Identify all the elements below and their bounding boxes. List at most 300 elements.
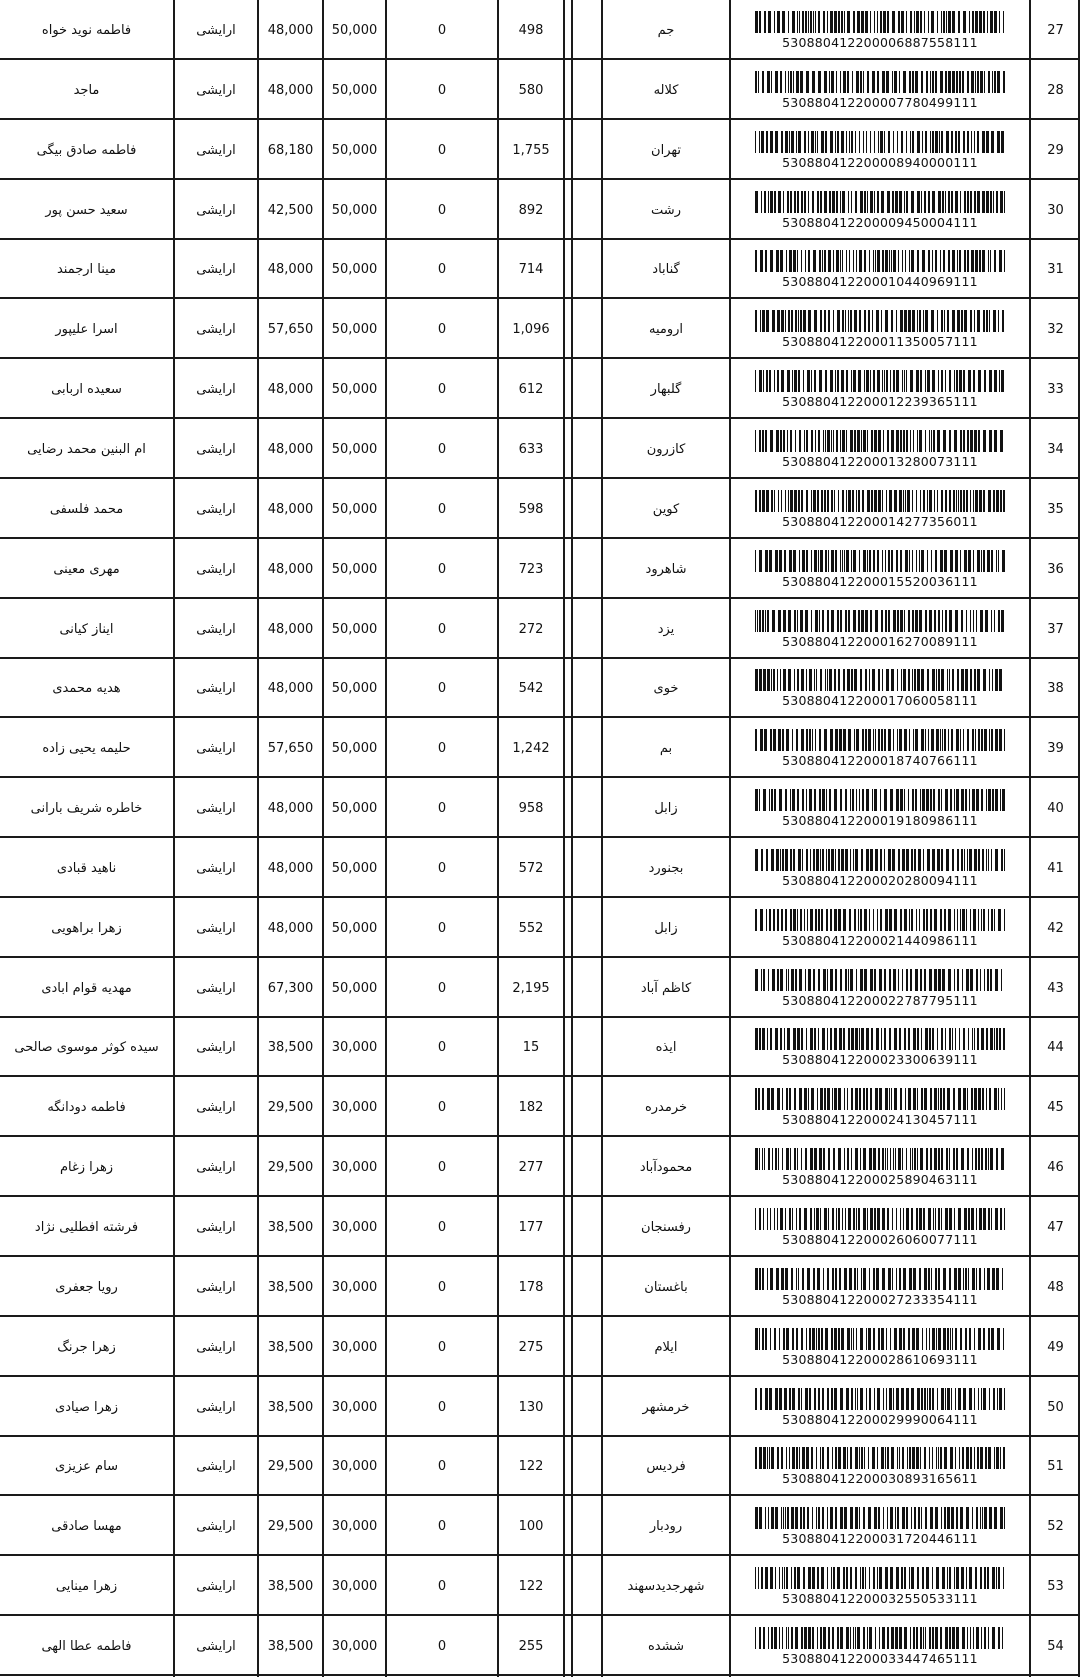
table-row — [0, 299, 1080, 359]
barcode-icon — [755, 1268, 1005, 1290]
row-index: 35 — [1047, 501, 1064, 517]
tracking-number: 530880412200021440986111 — [782, 932, 978, 948]
recipient-name: فاطمه صادق بیگی — [36, 142, 137, 158]
zero-cell: 0 — [437, 441, 447, 457]
count-cell: 100 — [518, 1518, 544, 1534]
amount-cell: 48,000 — [267, 920, 314, 936]
price-cell: 50,000 — [331, 82, 378, 98]
category-cell: ارایشی — [196, 1159, 236, 1175]
row-index: 29 — [1047, 142, 1064, 158]
zero-cell: 0 — [437, 621, 447, 637]
count-cell: 892 — [518, 202, 544, 218]
row-index: 49 — [1047, 1339, 1064, 1355]
column-divider — [173, 0, 175, 1677]
price-cell: 30,000 — [331, 1099, 378, 1115]
barcode-cell — [731, 1257, 1029, 1317]
amount-cell: 48,000 — [267, 501, 314, 517]
amount-cell: 48,000 — [267, 860, 314, 876]
price-cell: 50,000 — [331, 22, 378, 38]
barcode-icon — [755, 11, 1005, 33]
count-cell: 130 — [518, 1399, 544, 1415]
city-cell: زابل — [654, 800, 678, 816]
count-cell: 1,755 — [512, 142, 550, 158]
barcode-cell — [731, 479, 1029, 539]
city-cell: محمودآباد — [639, 1159, 693, 1175]
recipient-name: زهرا زغام — [59, 1159, 114, 1175]
tracking-number: 530880412200020280094111 — [782, 872, 978, 888]
barcode-icon — [755, 490, 1005, 512]
barcode-cell — [731, 239, 1029, 299]
zero-cell: 0 — [437, 202, 447, 218]
city-cell: فردیس — [646, 1458, 686, 1474]
barcode-icon — [755, 71, 1005, 93]
recipient-name: سعید حسن پور — [45, 202, 128, 218]
recipient-name: فاطمه عطا الهی — [41, 1638, 132, 1654]
city-cell: کلاله — [653, 82, 679, 98]
tracking-number: 530880412200006887558111 — [782, 34, 978, 50]
count-cell: 1,096 — [512, 321, 550, 337]
barcode-cell — [731, 599, 1029, 659]
row-index: 37 — [1047, 621, 1064, 637]
count-cell: 122 — [518, 1458, 544, 1474]
amount-cell: 42,500 — [267, 202, 314, 218]
row-index: 46 — [1047, 1159, 1064, 1175]
zero-cell: 0 — [437, 920, 447, 936]
barcode-icon — [755, 1388, 1005, 1410]
zero-cell: 0 — [437, 1458, 447, 1474]
category-cell: ارایشی — [196, 1219, 236, 1235]
table-row — [0, 1197, 1080, 1257]
row-index: 45 — [1047, 1099, 1064, 1115]
row-index: 52 — [1047, 1518, 1064, 1534]
tracking-number: 530880412200017060058111 — [782, 692, 978, 708]
count-cell: 2,195 — [512, 980, 550, 996]
category-cell: ارایشی — [196, 142, 236, 158]
price-cell: 50,000 — [331, 142, 378, 158]
amount-cell: 68,180 — [267, 142, 314, 158]
barcode-icon — [755, 969, 1005, 991]
recipient-name: ماجد — [73, 82, 100, 98]
barcode-icon — [755, 310, 1005, 332]
category-cell: ارایشی — [196, 261, 236, 277]
category-cell: ارایشی — [196, 1458, 236, 1474]
tracking-number: 530880412200011350057111 — [782, 333, 978, 349]
category-cell: ارایشی — [196, 621, 236, 637]
zero-cell: 0 — [437, 1399, 447, 1415]
city-cell: کاظم آباد — [640, 980, 692, 996]
recipient-name: سام عزیزی — [55, 1458, 118, 1474]
barcode-cell — [731, 1436, 1029, 1496]
amount-cell: 29,500 — [267, 1099, 314, 1115]
count-cell: 1,242 — [512, 740, 550, 756]
table-row — [0, 359, 1080, 419]
table-row — [0, 239, 1080, 299]
category-cell: ارایشی — [196, 501, 236, 517]
count-cell: 498 — [518, 22, 544, 38]
amount-cell: 38,500 — [267, 1219, 314, 1235]
row-index: 48 — [1047, 1279, 1064, 1295]
city-cell: باغستان — [644, 1279, 688, 1295]
count-cell: 182 — [518, 1099, 544, 1115]
table-row — [0, 1077, 1080, 1137]
category-cell: ارایشی — [196, 980, 236, 996]
row-index: 40 — [1047, 800, 1064, 816]
row-index: 50 — [1047, 1399, 1064, 1415]
table-row — [0, 539, 1080, 599]
column-divider — [571, 0, 573, 1677]
table-row — [0, 838, 1080, 898]
barcode-icon — [755, 669, 1005, 691]
tracking-number: 530880412200009450004111 — [782, 214, 978, 230]
barcode-icon — [755, 1328, 1005, 1350]
category-cell: ارایشی — [196, 22, 236, 38]
column-divider — [1029, 0, 1031, 1677]
recipient-name: مهدیه قوام ابادی — [41, 980, 132, 996]
category-cell: ارایشی — [196, 1518, 236, 1534]
zero-cell: 0 — [437, 1339, 447, 1355]
zero-cell: 0 — [437, 82, 447, 98]
amount-cell: 48,000 — [267, 561, 314, 577]
barcode-cell — [731, 1137, 1029, 1197]
tracking-number: 530880412200012239365111 — [782, 393, 978, 409]
city-cell: بم — [659, 740, 673, 756]
price-cell: 50,000 — [331, 501, 378, 517]
tracking-number: 530880412200026060077111 — [782, 1231, 978, 1247]
table-row — [0, 1616, 1080, 1676]
category-cell: ارایشی — [196, 1578, 236, 1594]
table-row — [0, 958, 1080, 1018]
tracking-number: 530880412200030893165611 — [782, 1470, 978, 1486]
row-index: 47 — [1047, 1219, 1064, 1235]
category-cell: ارایشی — [196, 441, 236, 457]
tracking-number: 530880412200032550533111 — [782, 1590, 978, 1606]
tracking-number: 530880412200027233354111 — [782, 1291, 978, 1307]
city-cell: یزد — [657, 621, 675, 637]
barcode-cell — [731, 1197, 1029, 1257]
row-index: 42 — [1047, 920, 1064, 936]
column-divider — [729, 0, 731, 1677]
city-cell: کوین — [652, 501, 680, 517]
row-index: 43 — [1047, 980, 1064, 996]
barcode-cell — [731, 120, 1029, 180]
barcode-cell — [731, 299, 1029, 359]
count-cell: 255 — [518, 1638, 544, 1654]
zero-cell: 0 — [437, 800, 447, 816]
recipient-name: فاطمه نوید خواه — [41, 22, 132, 38]
barcode-icon — [755, 1447, 1005, 1469]
tracking-number: 530880412200023300639111 — [782, 1051, 978, 1067]
city-cell: بجنورد — [648, 860, 684, 876]
amount-cell: 48,000 — [267, 381, 314, 397]
price-cell: 50,000 — [331, 561, 378, 577]
amount-cell: 48,000 — [267, 82, 314, 98]
barcode-cell — [731, 958, 1029, 1018]
row-index: 32 — [1047, 321, 1064, 337]
column-divider — [385, 0, 387, 1677]
amount-cell: 48,000 — [267, 22, 314, 38]
zero-cell: 0 — [437, 142, 447, 158]
table-row — [0, 1556, 1080, 1616]
tracking-number: 530880412200028610693111 — [782, 1351, 978, 1367]
zero-cell: 0 — [437, 561, 447, 577]
row-index: 30 — [1047, 202, 1064, 218]
category-cell: ارایشی — [196, 561, 236, 577]
tracking-number: 530880412200029990064111 — [782, 1411, 978, 1427]
city-cell: زابل — [654, 920, 678, 936]
table-row — [0, 479, 1080, 539]
barcode-cell — [731, 718, 1029, 778]
count-cell: 633 — [518, 441, 544, 457]
price-cell: 50,000 — [331, 800, 378, 816]
barcode-icon — [755, 1028, 1005, 1050]
city-cell: کازرون — [646, 441, 686, 457]
row-index: 36 — [1047, 561, 1064, 577]
barcode-icon — [755, 1627, 1005, 1649]
category-cell: ارایشی — [196, 1638, 236, 1654]
barcode-cell — [731, 1616, 1029, 1676]
table-row — [0, 599, 1080, 659]
barcode-icon — [755, 789, 1005, 811]
barcode-cell — [731, 898, 1029, 958]
barcode-cell — [731, 419, 1029, 479]
row-index: 31 — [1047, 261, 1064, 277]
recipient-name: ایناز کیانی — [59, 621, 114, 637]
barcode-cell — [731, 0, 1029, 60]
zero-cell: 0 — [437, 1219, 447, 1235]
barcode-cell — [731, 1317, 1029, 1377]
recipient-name: زهرا مینایی — [55, 1578, 118, 1594]
category-cell: ارایشی — [196, 321, 236, 337]
zero-cell: 0 — [437, 980, 447, 996]
city-cell: گناباد — [652, 261, 680, 277]
price-cell: 30,000 — [331, 1279, 378, 1295]
tracking-number: 530880412200019180986111 — [782, 812, 978, 828]
count-cell: 580 — [518, 82, 544, 98]
tracking-number: 530880412200014277356011 — [782, 513, 978, 529]
column-divider — [601, 0, 603, 1677]
zero-cell: 0 — [437, 740, 447, 756]
count-cell: 552 — [518, 920, 544, 936]
category-cell: ارایشی — [196, 1399, 236, 1415]
category-cell: ارایشی — [196, 202, 236, 218]
zero-cell: 0 — [437, 501, 447, 517]
amount-cell: 38,500 — [267, 1279, 314, 1295]
barcode-icon — [755, 1507, 1005, 1529]
amount-cell: 38,500 — [267, 1339, 314, 1355]
category-cell: ارایشی — [196, 1279, 236, 1295]
city-cell: خرمشهر — [642, 1399, 690, 1415]
table-row — [0, 1257, 1080, 1317]
city-cell: شهرجدیدسهند — [627, 1578, 705, 1594]
amount-cell: 48,000 — [267, 800, 314, 816]
barcode-cell — [731, 539, 1029, 599]
barcode-cell — [731, 1496, 1029, 1556]
recipient-name: رویا جعفری — [55, 1279, 118, 1295]
category-cell: ارایشی — [196, 381, 236, 397]
category-cell: ارایشی — [196, 1099, 236, 1115]
amount-cell: 48,000 — [267, 621, 314, 637]
row-index: 27 — [1047, 22, 1064, 38]
city-cell: رودبار — [649, 1518, 683, 1534]
count-cell: 958 — [518, 800, 544, 816]
amount-cell: 29,500 — [267, 1159, 314, 1175]
table-row — [0, 60, 1080, 120]
row-index: 41 — [1047, 860, 1064, 876]
row-index: 34 — [1047, 441, 1064, 457]
barcode-icon — [755, 191, 1005, 213]
table-row — [0, 1017, 1080, 1077]
barcode-cell — [731, 1556, 1029, 1616]
barcode-icon — [755, 430, 1005, 452]
price-cell: 30,000 — [331, 1219, 378, 1235]
price-cell: 50,000 — [331, 321, 378, 337]
recipient-name: مینا ارجمند — [56, 261, 117, 277]
barcode-icon — [755, 131, 1005, 153]
recipient-name: زهرا صیادی — [55, 1399, 118, 1415]
table-row — [0, 1496, 1080, 1556]
row-index: 53 — [1047, 1578, 1064, 1594]
barcode-icon — [755, 370, 1005, 392]
table-row — [0, 1137, 1080, 1197]
barcode-icon — [755, 550, 1005, 572]
recipient-name: ام البنین محمد رضایی — [27, 441, 146, 457]
price-cell: 50,000 — [331, 680, 378, 696]
barcode-icon — [755, 849, 1005, 871]
count-cell: 598 — [518, 501, 544, 517]
city-cell: ایذه — [655, 1039, 677, 1055]
price-cell: 50,000 — [331, 621, 378, 637]
zero-cell: 0 — [437, 321, 447, 337]
table-row — [0, 1377, 1080, 1437]
amount-cell: 57,650 — [267, 321, 314, 337]
price-cell: 30,000 — [331, 1518, 378, 1534]
barcode-cell — [731, 60, 1029, 120]
amount-cell: 48,000 — [267, 261, 314, 277]
column-divider — [322, 0, 324, 1677]
zero-cell: 0 — [437, 1099, 447, 1115]
price-cell: 30,000 — [331, 1578, 378, 1594]
tracking-number: 530880412200025890463111 — [782, 1171, 978, 1187]
table-row — [0, 778, 1080, 838]
amount-cell: 29,500 — [267, 1518, 314, 1534]
count-cell: 122 — [518, 1578, 544, 1594]
barcode-cell — [731, 658, 1029, 718]
column-divider — [497, 0, 499, 1677]
table-row — [0, 1317, 1080, 1377]
tracking-number: 530880412200010440969111 — [782, 273, 978, 289]
recipient-name: زهرا جرنگ — [57, 1339, 116, 1355]
row-index: 51 — [1047, 1458, 1064, 1474]
recipient-name: هدیه محمدی — [52, 680, 121, 696]
barcode-cell — [731, 180, 1029, 240]
count-cell: 177 — [518, 1219, 544, 1235]
count-cell: 15 — [522, 1039, 540, 1055]
count-cell: 272 — [518, 621, 544, 637]
barcode-icon — [755, 610, 1005, 632]
city-cell: خرمدره — [644, 1099, 688, 1115]
city-cell: گلبهار — [650, 381, 682, 397]
amount-cell: 48,000 — [267, 680, 314, 696]
barcode-cell — [731, 1377, 1029, 1437]
barcode-icon — [755, 729, 1005, 751]
price-cell: 50,000 — [331, 261, 378, 277]
city-cell: شاهرود — [645, 561, 687, 577]
count-cell: 542 — [518, 680, 544, 696]
price-cell: 30,000 — [331, 1339, 378, 1355]
column-divider — [563, 0, 565, 1677]
barcode-icon — [755, 909, 1005, 931]
zero-cell: 0 — [437, 381, 447, 397]
count-cell: 723 — [518, 561, 544, 577]
price-cell: 50,000 — [331, 980, 378, 996]
city-cell: ایلام — [654, 1339, 678, 1355]
tracking-number: 530880412200016270089111 — [782, 633, 978, 649]
amount-cell: 38,500 — [267, 1578, 314, 1594]
amount-cell: 29,500 — [267, 1458, 314, 1474]
zero-cell: 0 — [437, 1159, 447, 1175]
city-cell: خوی — [653, 680, 679, 696]
zero-cell: 0 — [437, 860, 447, 876]
price-cell: 50,000 — [331, 441, 378, 457]
city-cell: ارومیه — [648, 321, 684, 337]
table-row — [0, 1436, 1080, 1496]
barcode-icon — [755, 1208, 1005, 1230]
table-row — [0, 180, 1080, 240]
tracking-number: 530880412200018740766111 — [782, 752, 978, 768]
recipient-name: فاطمه دودانگه — [47, 1099, 126, 1115]
tracking-number: 530880412200022787795111 — [782, 992, 978, 1008]
recipient-name: مهری معینی — [53, 561, 120, 577]
column-divider — [257, 0, 259, 1677]
tracking-number: 530880412200033447465111 — [782, 1650, 978, 1666]
city-cell: رشت — [651, 202, 681, 218]
barcode-cell — [731, 1077, 1029, 1137]
category-cell: ارایشی — [196, 860, 236, 876]
barcode-icon — [755, 1148, 1005, 1170]
row-index: 38 — [1047, 680, 1064, 696]
tracking-number: 530880412200007780499111 — [782, 94, 978, 110]
count-cell: 572 — [518, 860, 544, 876]
price-cell: 50,000 — [331, 381, 378, 397]
barcode-icon — [755, 1088, 1005, 1110]
city-cell: تهران — [651, 142, 681, 158]
price-cell: 30,000 — [331, 1458, 378, 1474]
tracking-number: 530880412200013280073111 — [782, 453, 978, 469]
table-row — [0, 718, 1080, 778]
price-cell: 50,000 — [331, 202, 378, 218]
row-index: 54 — [1047, 1638, 1064, 1654]
price-cell: 30,000 — [331, 1399, 378, 1415]
tracking-number: 530880412200008940000111 — [782, 154, 978, 170]
recipient-name: فرشته افطلیی نژاد — [34, 1219, 139, 1235]
amount-cell: 48,000 — [267, 441, 314, 457]
amount-cell: 38,500 — [267, 1399, 314, 1415]
row-divider — [0, 1674, 1080, 1676]
recipient-name: سعیده اربابی — [51, 381, 122, 397]
table-row — [0, 120, 1080, 180]
recipient-name: زهرا براهویی — [51, 920, 122, 936]
recipient-name: سیده کوثر موسوی صالحی — [14, 1039, 159, 1055]
amount-cell: 38,500 — [267, 1039, 314, 1055]
price-cell: 50,000 — [331, 740, 378, 756]
zero-cell: 0 — [437, 1039, 447, 1055]
city-cell: رفسنجان — [641, 1219, 691, 1235]
recipient-name: حلیمه یحیی زاده — [42, 740, 131, 756]
barcode-cell — [731, 778, 1029, 838]
zero-cell: 0 — [437, 1518, 447, 1534]
count-cell: 714 — [518, 261, 544, 277]
amount-cell: 38,500 — [267, 1638, 314, 1654]
